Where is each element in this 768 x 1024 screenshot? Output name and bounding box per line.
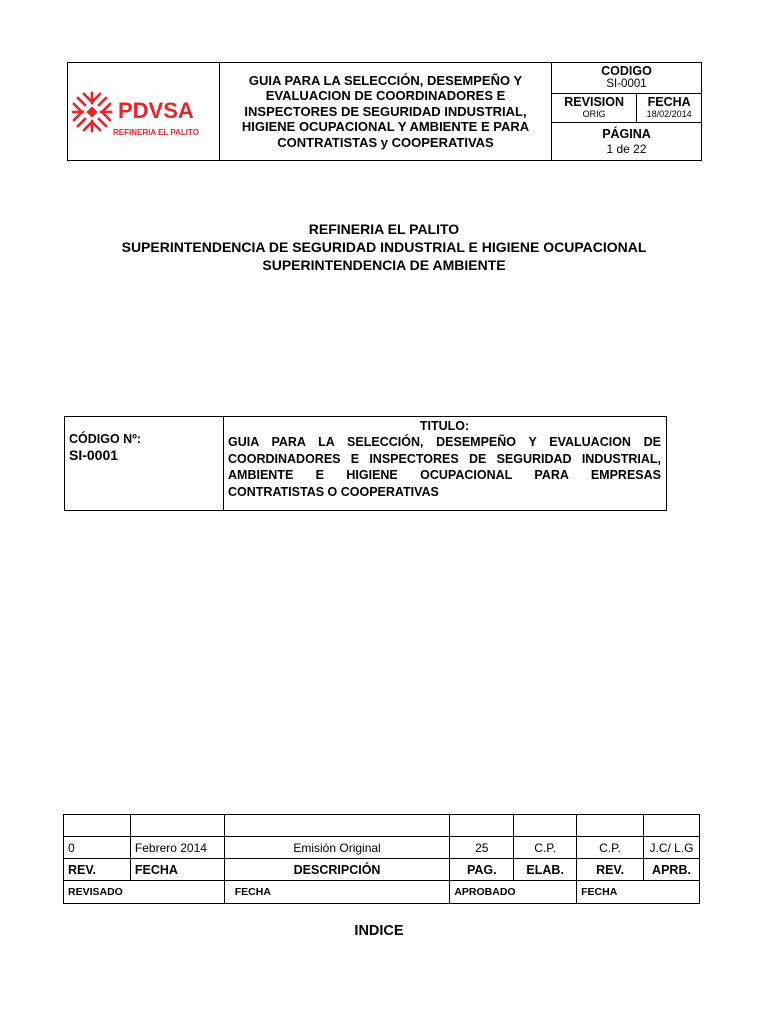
fecha-label: FECHA (647, 95, 691, 109)
title-box-codigo-label: CÓDIGO Nº: (69, 432, 141, 446)
title-box-titulo-label: TITULO: (419, 419, 470, 433)
indice-heading: INDICE (354, 923, 404, 939)
signature-row (64, 881, 700, 904)
aprb-cell: J.C/ L.G (644, 837, 700, 859)
header-rev-by: REV. (577, 859, 644, 881)
title-box-titulo-text: GUIA PARA LA SELECCIÓN, DESEMPEÑO Y EVALUACION DE COORDINADORES E INSPECTORES DE SEGURIDAD INDUSTRIAL, AMBIENTE E HIGIENE OCUPACIONAL PARA EMPRESAS CONTRATISTAS O COOPERATIVAS (228, 435, 661, 499)
fecha-value: 18/02/2014 (646, 109, 692, 119)
codigo-cell (552, 63, 702, 94)
codigo-value: SI-0001 (606, 78, 647, 90)
title-box-titulo-cell (224, 417, 667, 511)
revision-label: REVISION (564, 95, 625, 109)
descripcion-cell: Emisión Original (224, 837, 450, 859)
title-box (64, 416, 667, 511)
header-rev: REV. (64, 859, 131, 881)
rev-by-cell: C.P. (577, 837, 644, 859)
revision-cell (552, 94, 637, 123)
revision-value: ORIG (582, 109, 606, 119)
pdvsa-sun-icon (71, 91, 113, 133)
logo-cell (68, 63, 220, 161)
pagina-value: 1 de 22 (606, 142, 647, 156)
revision-table (63, 814, 700, 904)
aprobado-label: APROBADO (450, 881, 577, 904)
header-fecha: FECHA (130, 859, 224, 881)
pdvsa-logo (71, 91, 217, 136)
table-header-row (64, 859, 700, 881)
header-descripcion: DESCRIPCIÓN (224, 859, 450, 881)
revisado-fecha-label: FECHA (224, 881, 450, 904)
header-aprb: APRB. (644, 859, 700, 881)
logo-brand-text: PDVSA (118, 98, 194, 123)
aprobado-fecha-label: FECHA (577, 881, 700, 904)
pagina-label: PÁGINA (602, 127, 651, 141)
header-pag: PAG. (450, 859, 514, 881)
table-row (64, 815, 700, 837)
rev-cell: 0 (64, 837, 131, 859)
heading-superintendencia-ambiente: SUPERINTENDENCIA DE AMBIENTE (262, 257, 506, 273)
title-box-codigo-cell (65, 417, 224, 511)
table-row (64, 837, 700, 859)
header-title: GUIA PARA LA SELECCIÓN, DESEMPEÑO Y EVALUACION DE COORDINADORES E INSPECTORES DE SEGURIDAD INDUSTRIAL, HIGIENE OCUPACIONAL Y AMBIENTE E PARA CONTRATISTAS y COOPERATIVAS (220, 63, 552, 161)
heading-superintendencia-seguridad: SUPERINTENDENCIA DE SEGURIDAD INDUSTRIAL E HIGIENE OCUPACIONAL (121, 239, 647, 255)
header-elab: ELAB. (514, 859, 577, 881)
document-header (67, 62, 702, 161)
title-box-codigo-value: SI-0001 (69, 447, 119, 463)
fecha-cell (637, 94, 702, 123)
heading-refineria: REFINERIA EL PALITO (308, 221, 460, 237)
pagina-cell (552, 123, 702, 161)
pag-cell: 25 (450, 837, 514, 859)
codigo-label: CODIGO (601, 64, 652, 78)
elab-cell: C.P. (514, 837, 577, 859)
fecha-cell: Febrero 2014 (130, 837, 224, 859)
document-headings (0, 220, 768, 274)
revisado-label: REVISADO (64, 881, 225, 904)
logo-subtitle: REFINERIA EL PALITO (113, 128, 199, 137)
